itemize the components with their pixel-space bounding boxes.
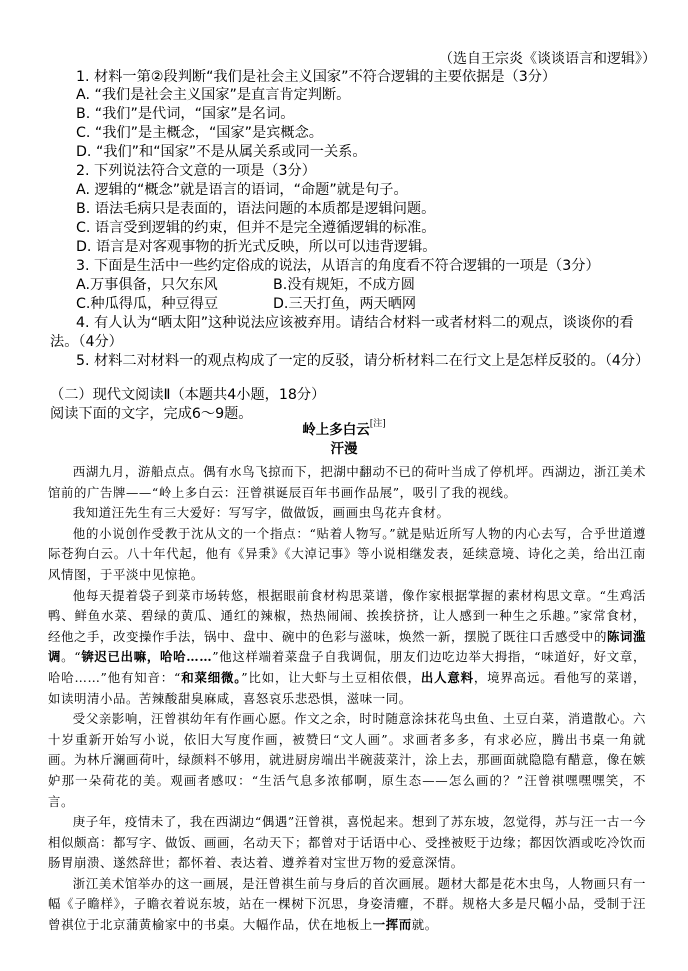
question-3-option-a: A.万事俱备，只欠东风 bbox=[76, 277, 218, 293]
paragraph-emphasis: 出人意料 bbox=[420, 669, 474, 685]
question-5: 5. 材料二对材料一的观点构成了一定的反驳，请分析材料二在行文上是怎样反驳的。（4分） bbox=[76, 353, 650, 369]
question-1-option-b: B. “我们”是代词，“国家”是名词。 bbox=[76, 106, 295, 122]
question-4-line-1: 4. 有人认为“晒太阳”这种说法应该被弃用。请结合材料一或者材料二的观点，谈谈你的看 bbox=[76, 315, 634, 331]
paragraph-text: 受父亲影响，汪曾祺幼年有作画心愿。作文之余，时时随意涂抹花鸟虫鱼、土豆白菜，消遣散心。六十岁重新开始写小说，依旧大写度作画，被赞曰“文人画”。求画者多多，有求必应，腾出书桌一角就画。为林斤澜画荷叶，绿颜料不够用，就进厨房端出半碗菠菜汁，涂上去，那画面就隐隐有醋意，像在嫉妒那一朵荷花的美。观画者感叹：“生活气息多浓郁啊，原生态——怎么画的？”汪曾祺嘿嘿嘿笑，不言。 bbox=[48, 711, 646, 809]
paragraph-text: 我知道汪先生有三大爱好：写写字，做做饭，画画虫鸟花卉食材。 bbox=[72, 505, 450, 521]
question-1-option-c: C. “我们”是主概念，“国家”是宾概念。 bbox=[76, 125, 323, 141]
article-author: 汗漫 bbox=[330, 441, 358, 457]
article-paragraph bbox=[48, 586, 646, 710]
article-paragraph bbox=[48, 812, 646, 874]
paragraph-text: 西湖九月，游船点点。偶有水鸟飞掠而下，把湖中翻动不已的荷叶当成了停机坪。西湖边，浙江美术馆前的广告牌——“岭上多白云：汪曾祺诞辰百年书画作品展”，吸引了我的视线。 bbox=[48, 464, 646, 500]
paragraph-emphasis: 和菜细微。 bbox=[180, 669, 242, 685]
paragraph-text: 。“ bbox=[61, 649, 82, 665]
question-1-option-d: D. “我们”和“国家”不是从属关系或同一关系。 bbox=[76, 144, 367, 160]
question-2-option-b: B. 语法毛病只是表面的，语法问题的本质都是逻辑问题。 bbox=[76, 201, 436, 217]
question-3-option-c: C.种瓜得瓜，种豆得豆 bbox=[76, 296, 219, 312]
article-paragraph bbox=[48, 709, 646, 812]
question-4-line-2: 法。（4分） bbox=[50, 334, 123, 350]
paragraph-emphasis: 一挥而 bbox=[372, 917, 412, 933]
question-1-option-a: A. “我们是社会主义国家”是直言肯定判断。 bbox=[76, 87, 351, 103]
paragraph-text: ”比如，让大虾与土豆相依偎， bbox=[241, 669, 421, 685]
question-2-option-a: A. 逻辑的“概念”就是语言的语词，“命题”就是句子。 bbox=[76, 182, 408, 198]
paragraph-text: 庚子年，疫情未了，我在西湖边“偶遇”汪曾祺，喜悦起来。想到了苏东坡，忽觉得，苏与汪一古一今相似颇高：都写字、做饭、画画，名动天下；都曾对于话语中心、受挫被贬于边缘；都因饮酒或吃冷饮而肠胃崩溃、遂然辞世；都怀着、表达着、遵养着对宝世万物的爱意深情。 bbox=[48, 814, 646, 871]
paragraph-text: ，境界高远。看他写的菜谱，如读明清小品。苦辣酸甜臭麻咸，喜怒哀乐悲恐惧，滋味一同。 bbox=[48, 669, 646, 706]
question-2-option-d: D. 语言是对客观事物的折光式反映，所以可以违背逻辑。 bbox=[76, 239, 437, 255]
paragraph-text: ”他这样端着菜盘子自我调侃，朋友们边吃边举大拇指，“味道好，好文章，哈哈……”他有知音：“ bbox=[48, 649, 646, 685]
article-title-text: 岭上多白云 bbox=[302, 422, 370, 438]
question-1-stem: 1. 材料一第②段判断“我们是社会主义国家”不符合逻辑的主要依据是（3分） bbox=[76, 69, 557, 85]
question-2-option-c: C. 语言受到逻辑的约束，但并不是完全遵循逻辑的标准。 bbox=[76, 220, 436, 236]
question-2-stem: 2. 下列说法符合文意的一项是（3分） bbox=[76, 163, 316, 179]
article-paragraph bbox=[48, 524, 646, 586]
paragraph-text: 浙江美术馆举办的这一画展，是汪曾祺生前与身后的首次画展。题材大都是花木虫鸟，人物画只有一幅《子瞻样》，子瞻衣着说东坡，站在一棵树下沉思，身姿清癯，不群。规格大多是尺幅小品，受制于汪曾祺位于北京蒲黄榆家中的书桌。大幅作品，伏在地板上 bbox=[48, 875, 646, 933]
paragraph-text: 就。 bbox=[411, 917, 438, 933]
paragraph-emphasis: 陈词滥调 bbox=[48, 628, 646, 665]
section-heading: （二）现代文阅读Ⅱ（本题共4小题，18分） bbox=[50, 387, 326, 403]
article-body bbox=[48, 462, 646, 971]
section-instruction: 阅读下面的文字，完成6～9题。 bbox=[50, 406, 253, 422]
source-citation: （选自王宗炎《谈谈语言和逻辑》） bbox=[439, 51, 656, 67]
question-3-option-d: D.三天打鱼，两天晒网 bbox=[273, 296, 417, 312]
article-title-note: [注] bbox=[369, 419, 386, 429]
paragraph-emphasis: 锛迟已出嘛，哈哈…… bbox=[81, 649, 213, 665]
article-paragraph bbox=[48, 462, 646, 503]
article-paragraph bbox=[48, 874, 646, 936]
question-3-option-b: B.没有规矩，不成方圆 bbox=[273, 277, 415, 293]
question-3-stem: 3. 下面是生活中一些约定俗成的说法，从语言的角度看不符合逻辑的一项是（3分） bbox=[76, 258, 600, 274]
article-title bbox=[0, 418, 688, 438]
paragraph-text: 他每天提着袋子到菜市场转悠，根据眼前食材构思菜谱，像作家根据掌握的素材构思文章。“生鸡活鸭、鲜鱼水菜、碧绿的黄瓜、通红的辣椒，热热闹闹、挨挨挤挤，让人感到一种生之乐趣。”家常食材，经他之手，改变操作手法，锅中、盘中、碗中的色彩与滋味，焕然一新，摆脱了既往口舌感受中的 bbox=[48, 587, 646, 644]
article-paragraph bbox=[48, 503, 646, 524]
paragraph-text: 他的小说创作受教于沈从文的一个指点：“贴着人物写。”就是贴近所写人物的内心去写，合乎世道遵际苍狗白云。八十年代起，他有《异秉》《大淖记事》等小说相继发表，延续意境、诗化之美，给出江南风情图，于平淡中见惊艳。 bbox=[48, 525, 646, 582]
